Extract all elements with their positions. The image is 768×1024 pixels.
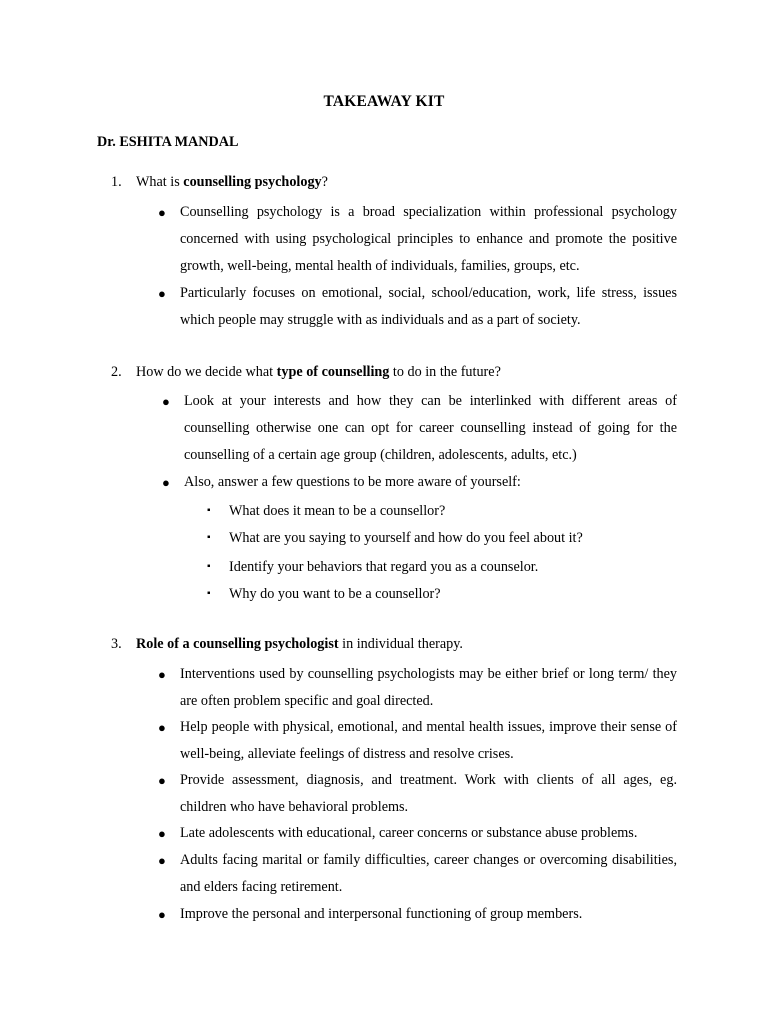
- sub-item-text: Identify your behaviors that regard you as a counselor.: [229, 559, 539, 575]
- bullet-text: Interventions used by counselling psychologists may be either brief or long term/ they are often problem specific and goal directed.: [180, 666, 677, 709]
- bullet-icon: ●: [158, 907, 166, 922]
- section-3-heading: [111, 636, 691, 653]
- bullet-text: Counselling psychology is a broad specialization within professional psychology concerned with using psychological principles to enhance and promote the positive growth, well-being, mental health of individuals, families, groups, etc.: [180, 204, 677, 274]
- sub-list-item: [207, 530, 583, 547]
- heading-text: to do in the future?: [389, 364, 501, 380]
- section-number: 3.: [111, 636, 122, 652]
- bullet-text: Look at your interests and how they can be interlinked with different areas of counselling otherwise one can opt for career counselling instead of going for the counselling of a certain age group (children, adolescents, adults, etc.): [184, 393, 677, 463]
- square-bullet-icon: ▪: [207, 561, 211, 572]
- bullet-text: Particularly focuses on emotional, social, school/education, work, life stress, issues which people may struggle with as individuals and as a part of society.: [180, 285, 677, 328]
- list-item: [162, 469, 677, 496]
- list-item: [158, 767, 677, 821]
- sub-item-text: What does it mean to be a counsellor?: [229, 503, 446, 519]
- section-1-heading: [111, 174, 691, 191]
- bullet-text: Late adolescents with educational, career concerns or substance abuse problems.: [180, 825, 638, 841]
- sub-list-item: [207, 586, 441, 603]
- bullet-text: Provide assessment, diagnosis, and treatment. Work with clients of all ages, eg. children who have behavioral problems.: [180, 772, 677, 815]
- sub-list-item: [207, 503, 445, 520]
- bullet-icon: ●: [158, 773, 166, 788]
- bullet-icon: ●: [158, 286, 166, 301]
- bullet-icon: ●: [158, 205, 166, 220]
- bullet-icon: ●: [158, 720, 166, 735]
- square-bullet-icon: ▪: [207, 505, 211, 516]
- bullet-text: Help people with physical, emotional, and mental health issues, improve their sense of well-being, alleviate feelings of distress and resolve crises.: [180, 719, 677, 762]
- heading-bold-text: type of counselling: [276, 364, 390, 380]
- heading-text: How do we decide what: [136, 364, 277, 380]
- section-2-heading: [111, 364, 691, 381]
- list-item: [162, 388, 677, 469]
- list-item: [158, 661, 677, 715]
- heading-text: What is: [136, 174, 184, 190]
- page-title: TAKEAWAY KIT: [323, 93, 445, 110]
- heading-bold-text: counselling psychology: [183, 174, 322, 190]
- author-name: Dr. ESHITA MANDAL: [97, 134, 239, 150]
- square-bullet-icon: ▪: [207, 532, 211, 543]
- sub-item-text: Why do you want to be a counsellor?: [229, 586, 441, 602]
- bullet-icon: ●: [162, 475, 170, 490]
- sub-list-item: [207, 559, 538, 576]
- bullet-text: Also, answer a few questions to be more aware of yourself:: [184, 474, 521, 490]
- bullet-icon: ●: [162, 394, 170, 409]
- section-number: 1.: [111, 174, 122, 190]
- bullet-icon: ●: [158, 667, 166, 682]
- list-item: [158, 199, 677, 280]
- heading-bold-text: Role of a counselling psychologist: [136, 636, 339, 652]
- bullet-text: Improve the personal and interpersonal functioning of group members.: [180, 906, 583, 922]
- bullet-icon: ●: [158, 853, 166, 868]
- heading-text: ?: [321, 174, 328, 190]
- list-item: [158, 901, 677, 928]
- square-bullet-icon: ▪: [207, 588, 211, 599]
- sub-item-text: What are you saying to yourself and how do you feel about it?: [229, 530, 583, 546]
- bullet-icon: ●: [158, 826, 166, 841]
- section-number: 2.: [111, 364, 122, 380]
- heading-text: in individual therapy.: [338, 636, 463, 652]
- bullet-text: Adults facing marital or family difficulties, career changes or overcoming disabilities, and elders facing retirement.: [180, 852, 677, 895]
- list-item: [158, 847, 677, 901]
- list-item: [158, 820, 677, 847]
- list-item: [158, 280, 677, 334]
- list-item: [158, 714, 677, 768]
